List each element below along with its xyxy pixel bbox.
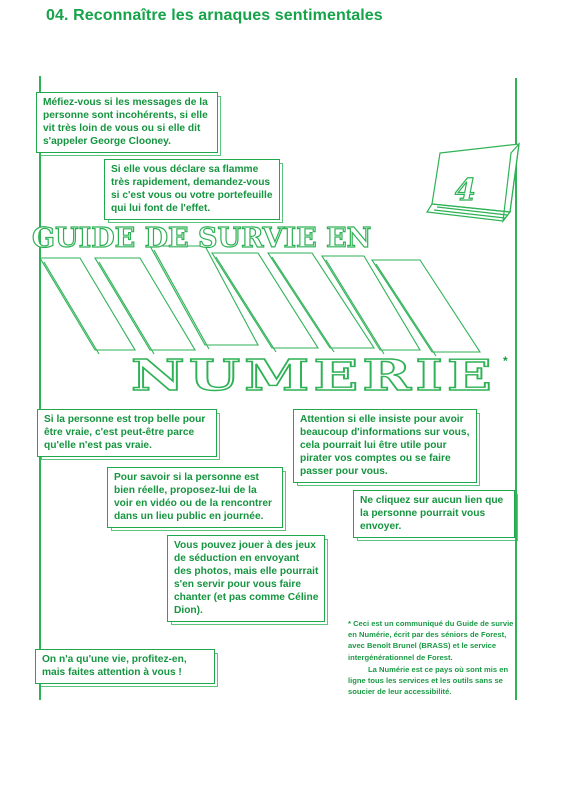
- page-title: 04. Reconnaître les arnaques sentimentales: [46, 7, 383, 24]
- tip-box-1: Méfiez-vous si les messages de la personne sont incohérents, si elle vit très loin de vous ou si elle dit s'appeler George Clooney.: [36, 92, 218, 153]
- logo-badge-number: 4: [455, 173, 476, 208]
- tip-box-8: On n'a qu'une vie, profitez-en, mais faites attention à vous !: [35, 649, 215, 684]
- tip-box-2: Si elle vous déclare sa flamme très rapidement, demandez-vous si c'est vous ou votre portefeuille qui lui font de l'effet.: [104, 159, 280, 220]
- tip-box-5: Pour savoir si la personne est bien réelle, proposez-lui de la voir en vidéo ou de la rencontrer dans un lieu public en journée.: [107, 467, 283, 528]
- tip-box-7: Vous pouvez jouer à des jeux de séduction en envoyant des photos, mais elle pourrait s'en servir pour vous faire chanter (et pas comme Céline Dion).: [167, 535, 325, 622]
- logo-line2: NUMERIE: [131, 351, 496, 400]
- logo-strips: [40, 246, 480, 356]
- footnote-definition: La Numérie est ce pays où sont mis en ligne tous les services et les outils sans se soucier de leur accessibilité.: [348, 665, 509, 697]
- footnote-credits: * Ceci est un communiqué du Guide de survie en Numérie, écrit par des séniors de Forest, avec Benoît Brunel (BRASS) et le service intergénérationnel de Forest.: [348, 619, 514, 662]
- tip-box-4: Attention si elle insiste pour avoir beaucoup d'informations sur vous, cela pourrait lui être utile pour pirater vos comptes ou se faire passer pour vous.: [293, 409, 477, 483]
- logo-line1: GUIDE DE SURVIE EN: [32, 223, 372, 254]
- tip-box-3: Si la personne est trop belle pour être vraie, c'est peut-être parce qu'elle n'est pas vraie.: [37, 409, 217, 457]
- logo-asterisk: *: [503, 354, 508, 368]
- tip-box-6: Ne cliquez sur aucun lien que la personne pourrait vous envoyer.: [353, 490, 515, 538]
